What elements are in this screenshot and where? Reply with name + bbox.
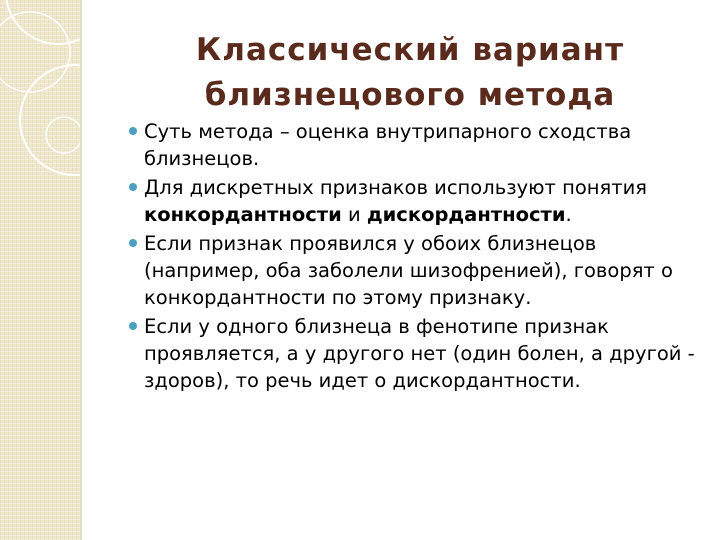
- bullet-item-1: [128, 118, 698, 172]
- bullet-text: Если у одного близнеца в фенотипе признак проявляется, а у другого нет (один болен, а другой - здоров), то речь идет о дискордантности.: [144, 315, 695, 392]
- bullet-item-4: [128, 313, 698, 394]
- bullet-text-after: .: [565, 203, 572, 226]
- slide-title-line-2: близнецового метода: [204, 77, 616, 113]
- bullet-item-2: [128, 174, 698, 228]
- term-concordance: конкордантности: [144, 203, 342, 226]
- slide-title-line-1: Классический вариант: [195, 32, 625, 68]
- bullet-item-3: [128, 230, 698, 311]
- bullet-text: Если признак проявился у обоих близнецов (например, оба заболели шизофренией), говорят о конкордантности по этому признаку.: [144, 232, 673, 309]
- term-discordance: дискордантности: [366, 203, 566, 226]
- bullet-list: [128, 118, 698, 396]
- bullet-text: Суть метода – оценка внутрипарного сходства близнецов.: [144, 120, 632, 170]
- decorative-circles: [0, 0, 80, 540]
- slide-title: [140, 28, 680, 118]
- side-panel-edge: [80, 0, 82, 540]
- bullet-text-before: Для дискретных признаков используют понятия: [144, 176, 648, 199]
- bullet-text-mid: и: [341, 203, 367, 226]
- decorative-side-panel: [0, 0, 80, 540]
